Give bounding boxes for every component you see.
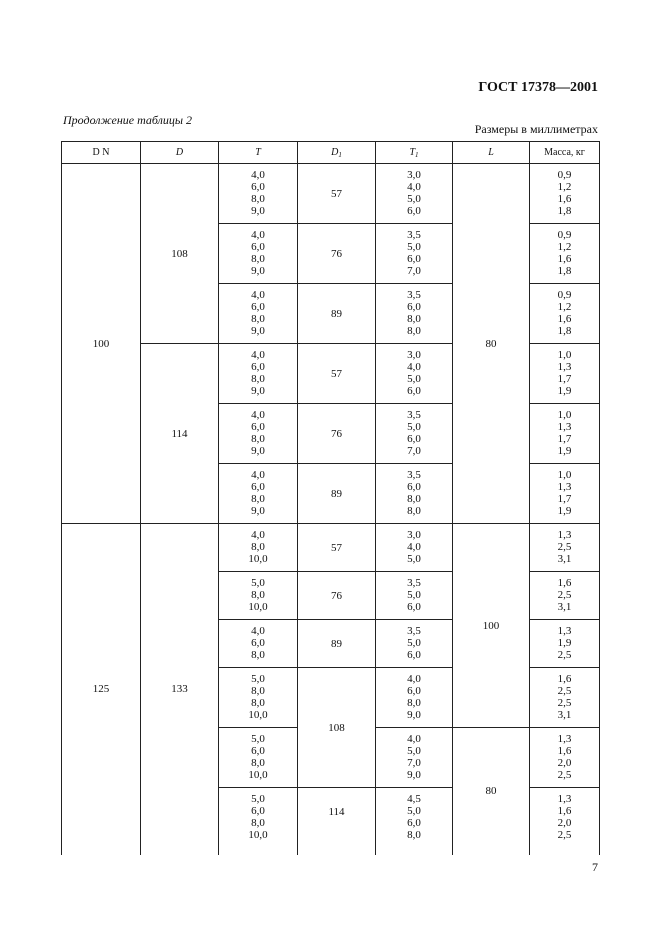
- cell-value: 8,0: [251, 589, 265, 601]
- cell-value: 1,0: [557, 409, 572, 421]
- cell-value: 5,0: [407, 745, 421, 757]
- d1-cell: 76: [298, 572, 376, 620]
- cell-value: 3,5: [407, 469, 421, 481]
- cell-value: 9,0: [251, 445, 265, 457]
- cell-value: 2,5: [557, 829, 572, 841]
- cell-value: 1,8: [557, 325, 572, 337]
- cell-value: 4,0: [407, 181, 421, 193]
- cell-value: 4,0: [251, 529, 265, 541]
- d1-cell: 57: [298, 344, 376, 404]
- mass-cell: [530, 164, 600, 224]
- header-d1-letter: D: [331, 146, 339, 158]
- cell-value: 1,7: [557, 493, 572, 505]
- cell-value: 1,6: [557, 745, 572, 757]
- d1-cell: 108: [298, 668, 376, 788]
- cell-value: 8,0: [407, 493, 421, 505]
- dn-cell: 125: [62, 524, 141, 855]
- cell-value: 6,0: [251, 637, 265, 649]
- cell-value: 1,7: [557, 373, 572, 385]
- cell-value: 8,0: [251, 649, 265, 661]
- cell-value: 5,0: [407, 805, 421, 817]
- header-t: T: [219, 142, 298, 164]
- mass-cell: [530, 728, 600, 788]
- l-cell: 80: [453, 164, 530, 524]
- cell-value: 6,0: [251, 241, 265, 253]
- cell-value: 2,5: [557, 541, 572, 553]
- cell-value: 6,0: [251, 301, 265, 313]
- d1-cell: 57: [298, 524, 376, 572]
- cell-value: 2,5: [557, 769, 572, 781]
- cell-value: 9,0: [251, 325, 265, 337]
- cell-value: 5,0: [407, 637, 421, 649]
- cell-value: 1,8: [557, 265, 572, 277]
- header-t1-subscript: 1: [415, 150, 419, 159]
- t-cell: [219, 524, 298, 572]
- cell-value: 6,0: [407, 685, 421, 697]
- cell-value: 4,0: [407, 673, 421, 685]
- header-mass: Масса, кг: [530, 142, 600, 164]
- cell-value: 3,5: [407, 625, 421, 637]
- cell-value: 1,3: [557, 361, 572, 373]
- cell-value: 4,0: [251, 625, 265, 637]
- cell-value: 8,0: [407, 697, 421, 709]
- cell-value: 2,5: [557, 685, 572, 697]
- cell-value: 6,0: [407, 817, 421, 829]
- t-cell: [219, 164, 298, 224]
- cell-value: 8,0: [251, 253, 265, 265]
- mass-cell: [530, 788, 600, 855]
- cell-value: 6,0: [407, 253, 421, 265]
- mass-cell: [530, 524, 600, 572]
- d-cell: 133: [141, 524, 219, 855]
- t-cell: [219, 344, 298, 404]
- cell-value: 3,0: [407, 169, 421, 181]
- cell-value: 6,0: [407, 385, 421, 397]
- header-t1-letter: T: [409, 146, 416, 158]
- cell-value: 0,9: [557, 169, 572, 181]
- cell-value: 5,0: [407, 373, 421, 385]
- t-cell: [219, 788, 298, 855]
- cell-value: 3,1: [557, 553, 572, 565]
- cell-value: 8,0: [251, 373, 265, 385]
- t1-cell: [376, 788, 453, 855]
- cell-value: 1,2: [557, 241, 572, 253]
- cell-value: 1,3: [557, 733, 572, 745]
- t1-cell: [376, 620, 453, 668]
- dimensions-table: [61, 141, 600, 855]
- cell-value: 5,0: [407, 421, 421, 433]
- cell-value: 3,0: [407, 349, 421, 361]
- cell-value: 8,0: [251, 313, 265, 325]
- t1-cell: [376, 524, 453, 572]
- t1-cell: [376, 284, 453, 344]
- page-number: 7: [592, 860, 598, 874]
- t1-cell: [376, 404, 453, 464]
- t-cell: [219, 572, 298, 620]
- cell-value: 5,0: [407, 241, 421, 253]
- header-row: [62, 142, 600, 164]
- cell-value: 4,0: [251, 349, 265, 361]
- cell-value: 8,0: [407, 505, 421, 517]
- t-cell: [219, 404, 298, 464]
- mass-cell: [530, 404, 600, 464]
- cell-value: 8,0: [251, 433, 265, 445]
- cell-value: 5,0: [251, 577, 265, 589]
- cell-value: 6,0: [407, 433, 421, 445]
- table-row: [62, 524, 600, 572]
- d1-cell: 57: [298, 164, 376, 224]
- cell-value: 1,2: [557, 301, 572, 313]
- cell-value: 1,7: [557, 433, 572, 445]
- cell-value: 3,1: [557, 709, 572, 721]
- l-cell: 100: [453, 524, 530, 728]
- cell-value: 9,0: [251, 205, 265, 217]
- cell-value: 8,0: [407, 829, 421, 841]
- cell-value: 1,6: [557, 805, 572, 817]
- d1-cell: 89: [298, 464, 376, 524]
- header-d: D: [141, 142, 219, 164]
- mass-cell: [530, 224, 600, 284]
- cell-value: 2,5: [557, 649, 572, 661]
- cell-value: 1,3: [557, 529, 572, 541]
- cell-value: 10,0: [248, 709, 268, 721]
- t1-cell: [376, 224, 453, 284]
- cell-value: 1,9: [557, 505, 572, 517]
- header-t1: [376, 142, 453, 164]
- cell-value: 7,0: [407, 445, 421, 457]
- mass-cell: [530, 344, 600, 404]
- t1-cell: [376, 668, 453, 728]
- cell-value: 4,0: [251, 289, 265, 301]
- cell-value: 1,6: [557, 577, 572, 589]
- header-dn: D N: [62, 142, 141, 164]
- cell-value: 8,0: [251, 697, 265, 709]
- cell-value: 1,9: [557, 385, 572, 397]
- cell-value: 5,0: [251, 733, 265, 745]
- cell-value: 1,9: [557, 445, 572, 457]
- table-continuation-caption: Продолжение таблицы 2: [63, 113, 193, 127]
- cell-value: 9,0: [407, 769, 421, 781]
- cell-value: 0,9: [557, 289, 572, 301]
- t1-cell: [376, 164, 453, 224]
- cell-value: 1,8: [557, 205, 572, 217]
- l-cell: 80: [453, 728, 530, 855]
- cell-value: 9,0: [251, 505, 265, 517]
- cell-value: 4,0: [407, 541, 421, 553]
- cell-value: 5,0: [251, 673, 265, 685]
- cell-value: 7,0: [407, 757, 421, 769]
- mass-cell: [530, 464, 600, 524]
- t1-cell: [376, 344, 453, 404]
- cell-value: 5,0: [407, 553, 421, 565]
- mass-cell: [530, 620, 600, 668]
- t-cell: [219, 224, 298, 284]
- cell-value: 10,0: [248, 769, 268, 781]
- cell-value: 4,0: [251, 409, 265, 421]
- cell-value: 1,6: [557, 313, 572, 325]
- cell-value: 8,0: [407, 325, 421, 337]
- cell-value: 3,0: [407, 529, 421, 541]
- t-cell: [219, 284, 298, 344]
- mass-cell: [530, 668, 600, 728]
- cell-value: 1,3: [557, 625, 572, 637]
- cell-value: 9,0: [251, 265, 265, 277]
- cell-value: 1,6: [557, 673, 572, 685]
- cell-value: 8,0: [251, 757, 265, 769]
- d1-cell: 76: [298, 404, 376, 464]
- cell-value: 6,0: [407, 205, 421, 217]
- cell-value: 3,5: [407, 229, 421, 241]
- cell-value: 4,5: [407, 793, 421, 805]
- units-note: Размеры в миллиметрах: [474, 122, 598, 136]
- d-cell: 108: [141, 164, 219, 344]
- t1-cell: [376, 728, 453, 788]
- cell-value: 8,0: [251, 193, 265, 205]
- cell-value: 5,0: [251, 793, 265, 805]
- cell-value: 3,5: [407, 409, 421, 421]
- cell-value: 1,2: [557, 181, 572, 193]
- cell-value: 4,0: [251, 229, 265, 241]
- cell-value: 3,1: [557, 601, 572, 613]
- cell-value: 9,0: [251, 385, 265, 397]
- cell-value: 8,0: [251, 541, 265, 553]
- cell-value: 6,0: [251, 481, 265, 493]
- cell-value: 8,0: [251, 817, 265, 829]
- cell-value: 8,0: [251, 685, 265, 697]
- cell-value: 1,3: [557, 793, 572, 805]
- cell-value: 6,0: [407, 481, 421, 493]
- t-cell: [219, 668, 298, 728]
- cell-value: 6,0: [251, 805, 265, 817]
- t-cell: [219, 464, 298, 524]
- cell-value: 3,5: [407, 577, 421, 589]
- cell-value: 6,0: [251, 745, 265, 757]
- cell-value: 2,0: [557, 817, 572, 829]
- cell-value: 8,0: [251, 493, 265, 505]
- cell-value: 4,0: [251, 169, 265, 181]
- cell-value: 2,5: [557, 697, 572, 709]
- standard-title: ГОСТ 17378—2001: [478, 80, 598, 95]
- cell-value: 1,3: [557, 481, 572, 493]
- d1-cell: 89: [298, 284, 376, 344]
- cell-value: 2,5: [557, 589, 572, 601]
- t-cell: [219, 728, 298, 788]
- cell-value: 6,0: [251, 181, 265, 193]
- cell-value: 1,3: [557, 421, 572, 433]
- cell-value: 4,0: [407, 733, 421, 745]
- d-cell: 114: [141, 344, 219, 524]
- cell-value: 10,0: [248, 553, 268, 565]
- cell-value: 1,0: [557, 349, 572, 361]
- mass-cell: [530, 284, 600, 344]
- header-d1: [298, 142, 376, 164]
- dn-cell: 100: [62, 164, 141, 524]
- cell-value: 6,0: [407, 649, 421, 661]
- header-d1-subscript: 1: [338, 150, 342, 159]
- cell-value: 5,0: [407, 589, 421, 601]
- cell-value: 3,5: [407, 289, 421, 301]
- d1-cell: 76: [298, 224, 376, 284]
- cell-value: 6,0: [251, 361, 265, 373]
- table-row: [62, 164, 600, 224]
- cell-value: 1,9: [557, 637, 572, 649]
- cell-value: 8,0: [407, 313, 421, 325]
- t1-cell: [376, 572, 453, 620]
- cell-value: 1,0: [557, 469, 572, 481]
- d1-cell: 89: [298, 620, 376, 668]
- cell-value: 10,0: [248, 829, 268, 841]
- cell-value: 2,0: [557, 757, 572, 769]
- t1-cell: [376, 464, 453, 524]
- cell-value: 6,0: [251, 421, 265, 433]
- cell-value: 4,0: [251, 469, 265, 481]
- header-l: L: [453, 142, 530, 164]
- cell-value: 1,6: [557, 253, 572, 265]
- d1-cell: 114: [298, 788, 376, 855]
- mass-cell: [530, 572, 600, 620]
- cell-value: 9,0: [407, 709, 421, 721]
- cell-value: 5,0: [407, 193, 421, 205]
- cell-value: 6,0: [407, 301, 421, 313]
- cell-value: 1,6: [557, 193, 572, 205]
- cell-value: 0,9: [557, 229, 572, 241]
- t-cell: [219, 620, 298, 668]
- cell-value: 4,0: [407, 361, 421, 373]
- cell-value: 10,0: [248, 601, 268, 613]
- cell-value: 6,0: [407, 601, 421, 613]
- cell-value: 7,0: [407, 265, 421, 277]
